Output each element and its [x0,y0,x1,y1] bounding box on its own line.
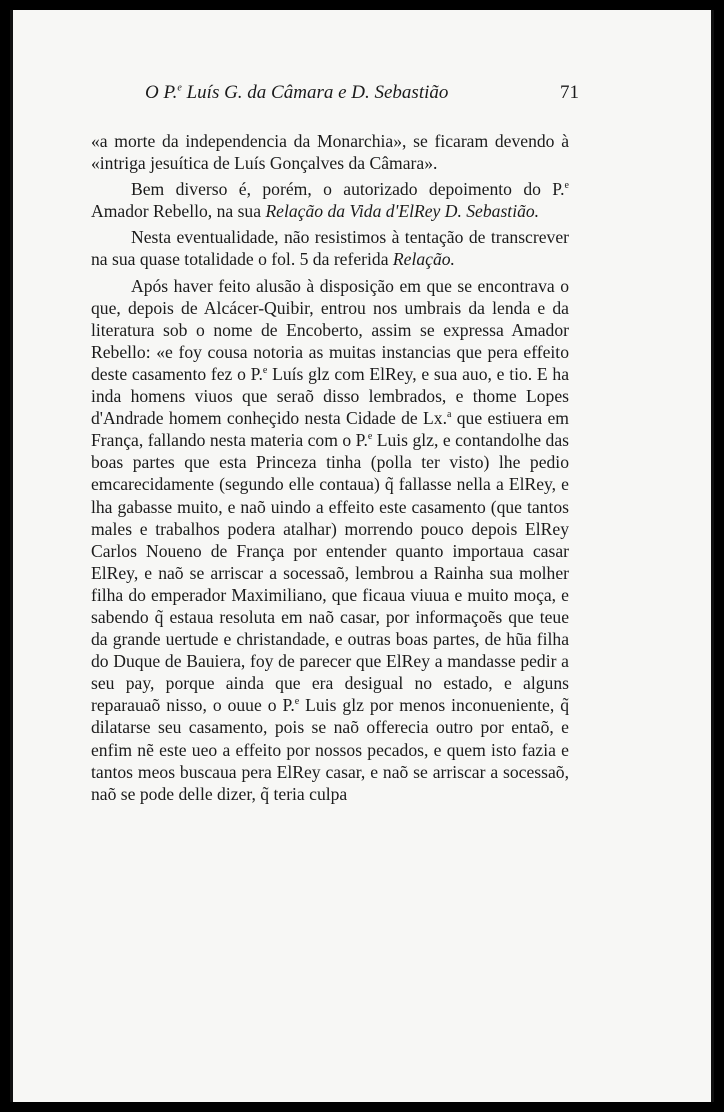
paragraph-4: Após haver feito alusão à disposição em que se encontrava o que, depois de Alcácer-Quibir, entrou nos umbrais da lenda e da literatura sob o nome de Encoberto, assim se expressa Amador Rebello: «e foy cousa notoria as muitas instancias que pera effeito deste casamento fez o P.$^e$ Luís glz com ElRey, e sua auo, e tio. E ha inda homens viuos que seraõ disso lembrados, e thome Lopes d'Andrade homem conheçido nesta Cidade de Lx.$^a$ que estiuera em França, fallando nesta materia com o P.$^e$ Luis glz, e contandolhe das boas partes que esta Princeza tinha (polla ter visto) lhe pedio emcarecidamente (segundo elle contaua) q̃ fallasse nella a ElRey, e lha gabasse muito, e naõ uindo a effeito este casamento (que tantos males e trabalhos podera atalhar) morrendo pouco depois ElRey Carlos Noueno de França por entender quanto importaua casar ElRey, e naõ se arriscar a socessaõ, lembrou a Rainha sua molher filha do emperador Maximiliano, que ficaua viuua e muito moça, e sabendo q̃ estaua resoluta em naõ casar, por informaçoẽs que teue da grande uertude e christandade, e outras boas partes, de hũa filha do Duque de Bauiera, foy de parecer que ElRey a mandasse pedir a seu pay, porque ainda que era desigual no estado, e alguns reparauaõ nisso, o ouue o P.$^e$ Luis glz por menos inconueniente, q̃ dilatarse seu casamento, pois se naõ offerecia outro por entaõ, e enfim nẽ este ueo a effeito por nossos pecados, e quem isto fazia e tantos meos buscaua pera ElRey casar, e naõ se arriscar a socessaõ, naõ se pode delle dizer, q̃ teria culpa [91,275,570,804]
paragraph-2: Bem diverso é, porém, o autorizado depoimento do P.$^e$ Amador Rebello, na sua Relação da Vida d'ElRey D. Sebastião. [91,179,569,222]
running-title: O P.$^e$ Luís G. da Câmara e D. Sebastião [145,82,449,103]
paragraph-1: «a morte da independencia da Monarchia», se ficaram devendo à «intriga jesuítica de Luís Gonçalves da Câmara». [91,131,569,174]
book-title: Relação da Vida d'ElRey D. Sebastião. [265,201,540,222]
book-title-short: Relação. [392,249,455,270]
page-header [145,76,579,106]
book-page [10,10,714,1102]
paragraph-3: Nesta eventualidade, não resistimos à tentação de transcrever na sua quase totalidade o fol. 5 da referida Relação. [91,227,569,270]
page-number: 71 [560,82,579,103]
body-text [91,130,569,805]
